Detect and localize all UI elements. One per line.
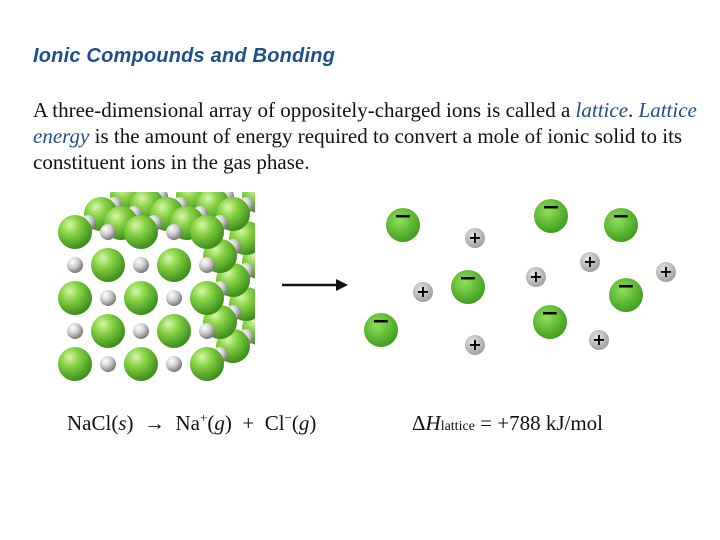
eq-arrow: → bbox=[144, 411, 166, 435]
chloride-sphere bbox=[58, 347, 92, 381]
sodium-sphere bbox=[100, 356, 116, 372]
sodium-sphere bbox=[199, 257, 215, 273]
dh-value: = +788 kJ/mol bbox=[480, 411, 604, 435]
dh-subscript: lattice bbox=[440, 419, 475, 434]
para-text-1: A three-dimensional array of oppositely-charged ions is called a bbox=[33, 98, 576, 122]
sodium-sphere bbox=[166, 356, 182, 372]
plus-sign-icon: + bbox=[592, 330, 606, 349]
chloride-sphere bbox=[124, 215, 158, 249]
sodium-sphere bbox=[166, 290, 182, 306]
eq-chloride-state: g bbox=[298, 411, 310, 435]
minus-sign-icon: − bbox=[541, 195, 561, 220]
chloride-sphere bbox=[58, 281, 92, 315]
chloride-ion bbox=[386, 204, 420, 242]
minus-sign-icon: − bbox=[611, 204, 631, 229]
eq-product-sodium: Na bbox=[175, 411, 201, 435]
sodium-sphere bbox=[133, 257, 149, 273]
minus-sign-icon: − bbox=[540, 301, 560, 326]
eq-sodium-state: g bbox=[214, 411, 225, 435]
term-lattice-energy: Lattice energy bbox=[33, 98, 697, 148]
sodium-sphere bbox=[67, 323, 83, 339]
plus-sign-icon: + bbox=[468, 228, 482, 247]
reaction-arrow-icon bbox=[278, 274, 350, 296]
nacl-lattice-illustration bbox=[55, 192, 255, 382]
chloride-ion bbox=[534, 195, 568, 233]
chloride-ion bbox=[451, 266, 485, 304]
eq-reactant: NaCl bbox=[67, 411, 112, 435]
sodium-ion bbox=[465, 228, 485, 248]
definition-paragraph bbox=[33, 97, 703, 175]
sodium-ion bbox=[465, 335, 485, 355]
gas-phase-ions bbox=[355, 195, 685, 360]
plus-sign-icon: + bbox=[416, 282, 430, 301]
sodium-ion bbox=[526, 267, 546, 287]
eq-plus: + bbox=[242, 411, 255, 435]
chloride-sphere bbox=[157, 248, 191, 282]
chloride-sphere bbox=[190, 215, 224, 249]
dh-delta: Δ bbox=[412, 411, 426, 435]
chloride-sphere bbox=[124, 281, 158, 315]
minus-sign-icon: − bbox=[616, 274, 636, 299]
term-lattice: lattice bbox=[575, 98, 629, 122]
plus-sign-icon: + bbox=[659, 262, 673, 281]
chloride-ion bbox=[609, 274, 643, 312]
chloride-sphere bbox=[91, 248, 125, 282]
plus-sign-icon: + bbox=[583, 252, 597, 271]
eq-reactant-state: s bbox=[118, 411, 127, 435]
sodium-sphere bbox=[100, 290, 116, 306]
eq-chloride-charge: − bbox=[284, 410, 292, 425]
chloride-ion bbox=[364, 309, 398, 347]
sodium-ion bbox=[413, 282, 433, 302]
para-text-3: is the amount of energy required to convert a mole of ionic solid to its constituent ions in the gas phase. bbox=[33, 124, 683, 174]
eq-sodium-charge: + bbox=[200, 410, 208, 425]
sodium-ion bbox=[656, 262, 676, 282]
sodium-sphere bbox=[100, 224, 116, 240]
dh-symbol: H bbox=[425, 411, 441, 435]
para-text-2: . bbox=[628, 98, 639, 122]
slide-title: Ionic Compounds and Bonding bbox=[33, 45, 336, 67]
sodium-sphere bbox=[166, 224, 182, 240]
plus-sign-icon: + bbox=[468, 335, 482, 354]
chloride-sphere bbox=[157, 314, 191, 348]
sodium-ion bbox=[589, 330, 609, 350]
dissociation-equation: NaCl(s) → Na+(g) + Cl−(g) bbox=[67, 410, 317, 435]
sodium-ion bbox=[580, 252, 600, 272]
minus-sign-icon: − bbox=[371, 309, 391, 334]
chloride-sphere bbox=[124, 347, 158, 381]
minus-sign-icon: − bbox=[393, 204, 413, 229]
chloride-sphere bbox=[190, 281, 224, 315]
sodium-sphere bbox=[133, 323, 149, 339]
plus-sign-icon: + bbox=[529, 267, 543, 286]
minus-sign-icon: − bbox=[458, 266, 478, 291]
eq-product-chloride: Cl bbox=[264, 411, 285, 435]
chloride-ion bbox=[533, 301, 567, 339]
sodium-sphere bbox=[67, 257, 83, 273]
chloride-sphere bbox=[58, 215, 92, 249]
lattice-enthalpy bbox=[412, 411, 603, 436]
sodium-sphere bbox=[199, 323, 215, 339]
chloride-ion bbox=[604, 204, 638, 242]
chloride-sphere bbox=[190, 347, 224, 381]
lattice-spheres bbox=[58, 192, 255, 381]
chloride-sphere bbox=[91, 314, 125, 348]
